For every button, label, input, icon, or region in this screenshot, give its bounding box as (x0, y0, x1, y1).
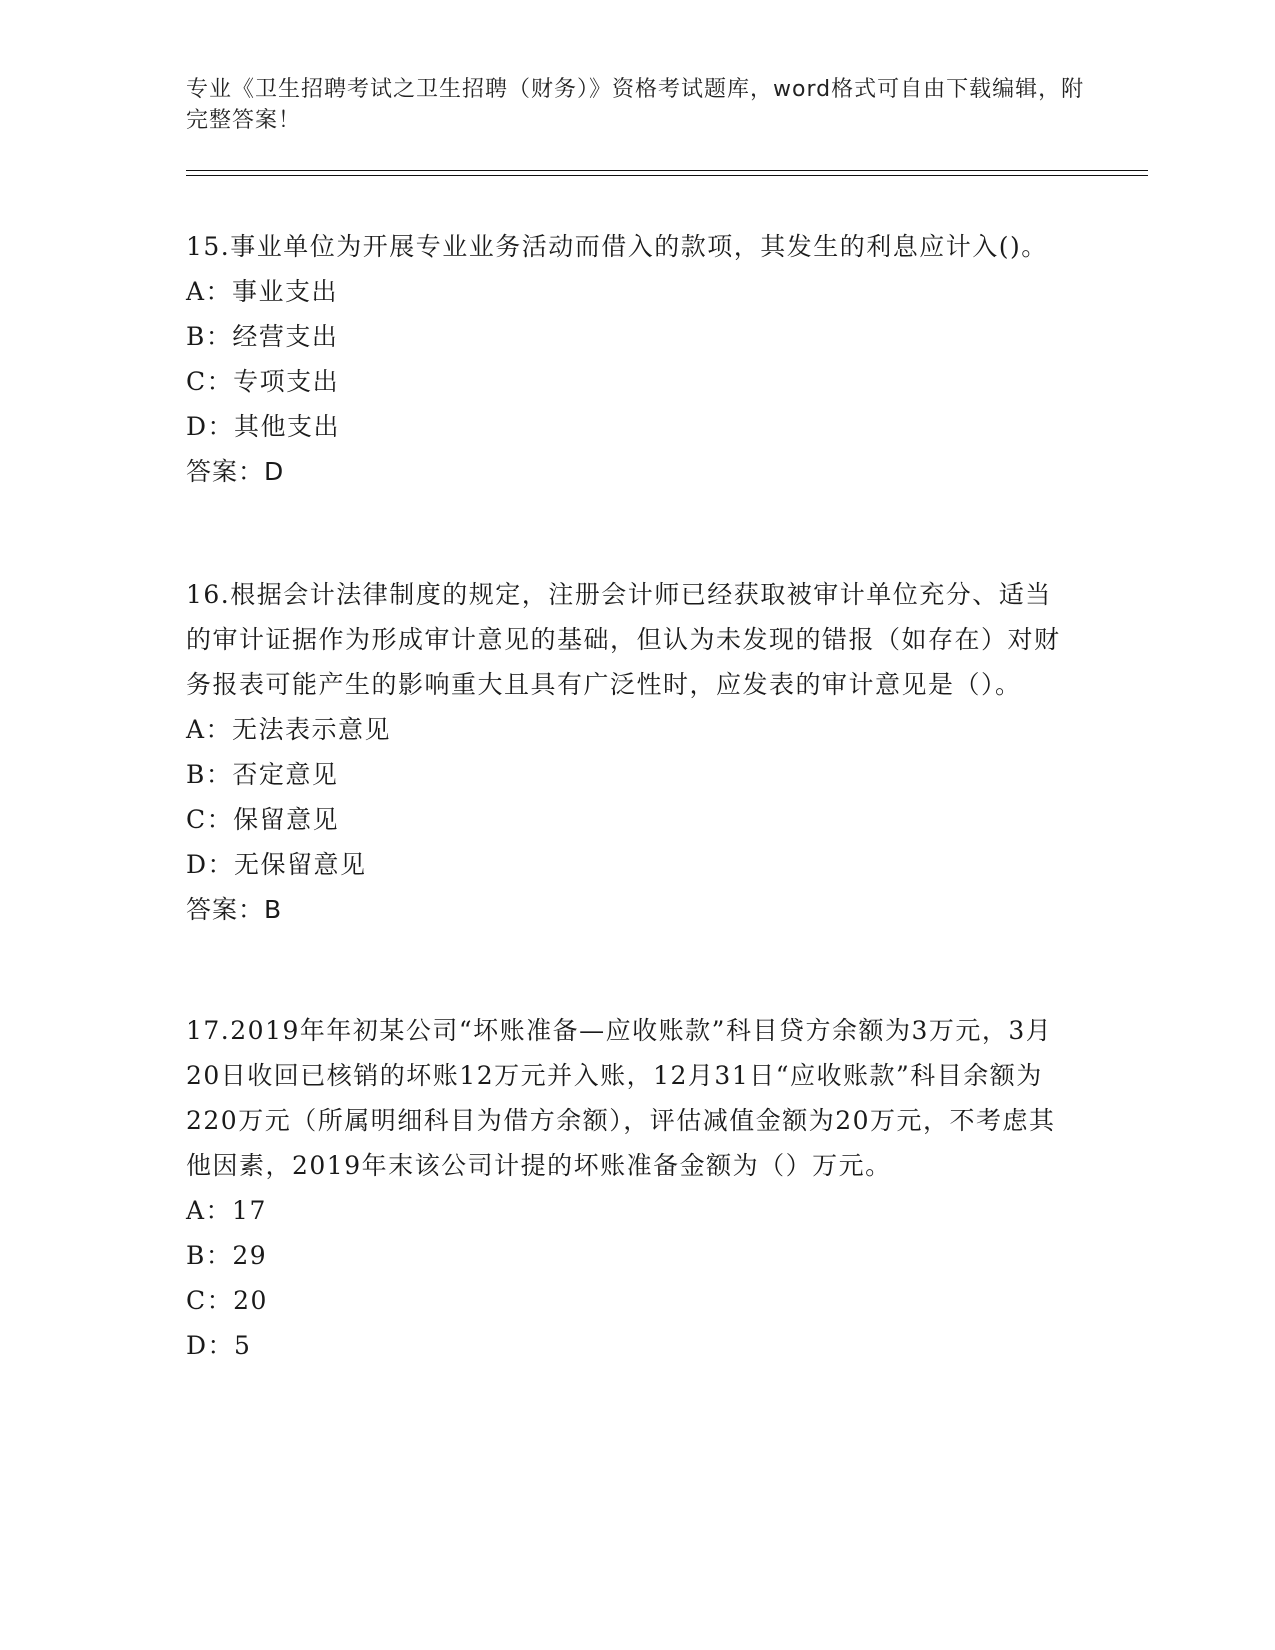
question-15 (186, 224, 1066, 494)
option-d: D：5 (186, 1331, 252, 1360)
option-c: C：20 (186, 1286, 268, 1315)
question-17 (186, 1008, 1066, 1368)
question-stem: 16.根据会计法律制度的规定，注册会计师已经获取被审计单位充分、适当的审计证据作为形成审计意见的基础，但认为未发现的错报（如存在）对财务报表可能产生的影响重大且具有广泛性时，应发表的审计意见是（）。 (186, 580, 1061, 699)
header-divider-bottom (186, 175, 1148, 176)
option-b: B：29 (186, 1241, 268, 1270)
option-a: A：无法表示意见 (186, 715, 392, 744)
question-stem: 17.2019年年初某公司“坏账准备—应收账款”科目贷方余额为3万元，3月20日收回已核销的坏账12万元并入账，12月31日“应收账款”科目余额为220万元（所属明细科目为借方余额），评估减值金额为20万元，不考虑其他因素，2019年末该公司计提的坏账准备金额为（）万元。 (186, 1016, 1056, 1180)
option-d: D：无保留意见 (186, 850, 367, 879)
option-b: B：经营支出 (186, 322, 339, 351)
header-divider-top (186, 170, 1148, 171)
option-c: C：保留意见 (186, 805, 340, 834)
question-16 (186, 572, 1066, 932)
answer: 答案：D (186, 457, 285, 486)
option-b: B：否定意见 (186, 760, 339, 789)
option-a: A：事业支出 (186, 277, 339, 306)
document-header: 专业《卫生招聘考试之卫生招聘（财务）》资格考试题库，word格式可自由下载编辑，附完整答案！ (186, 77, 1085, 133)
option-a: A：17 (186, 1196, 267, 1225)
option-d: D：其他支出 (186, 412, 341, 441)
option-c: C：专项支出 (186, 367, 340, 396)
answer: 答案：B (186, 895, 283, 924)
question-stem: 15.事业单位为开展专业业务活动而借入的款项，其发生的利息应计入()。 (186, 232, 1048, 261)
